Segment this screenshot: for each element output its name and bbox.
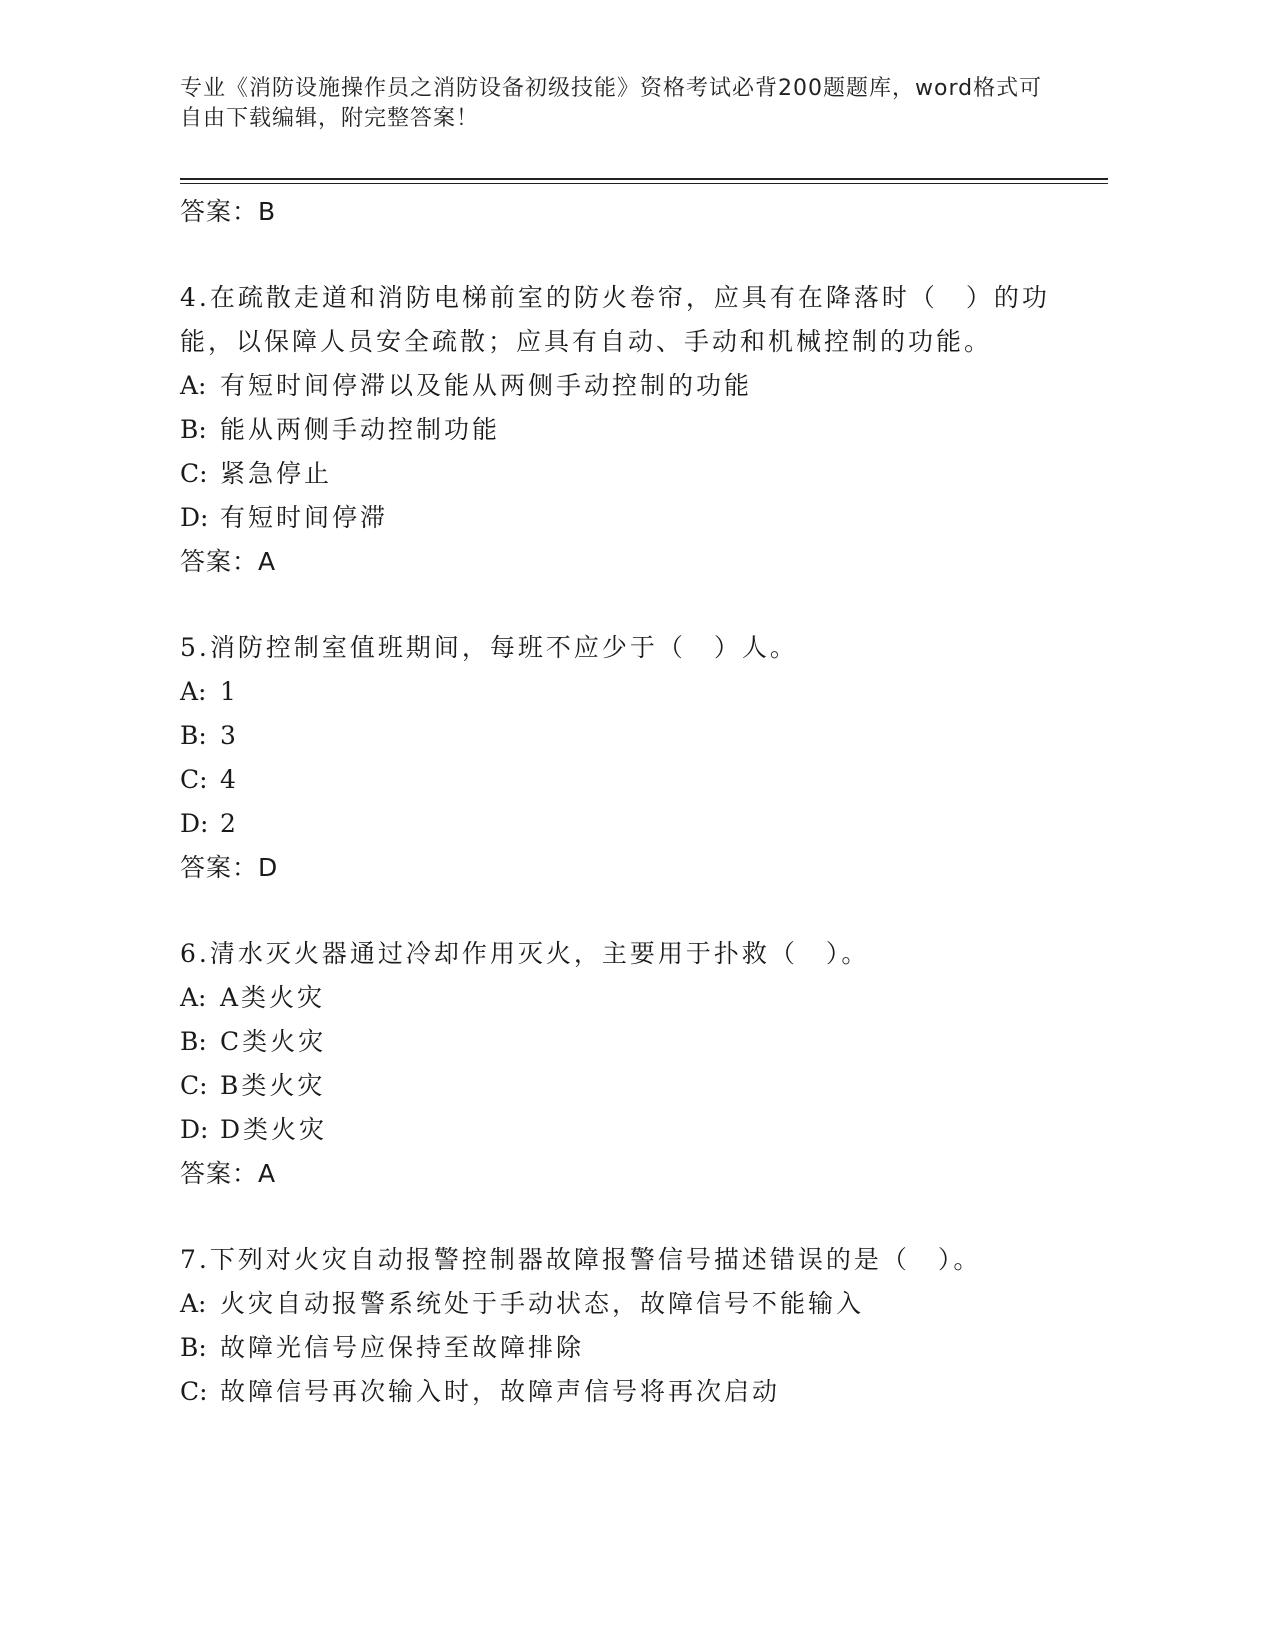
option-c [180,452,1060,496]
option-label: C: [180,459,208,488]
option-label: C: [180,1377,208,1406]
option-label: D: [180,1115,209,1144]
header-rule-thin [180,183,1108,184]
answer-line: 答案：B [180,197,277,226]
option-text: 1 [220,677,239,706]
option-c [180,1370,1060,1414]
option-text: 4 [220,765,239,794]
option-label: B: [180,721,207,750]
option-label: B: [180,1027,207,1056]
option-a [180,364,1060,408]
option-label: B: [180,415,207,444]
option-c [180,1064,1060,1108]
option-label: A: [180,1289,207,1318]
option-d [180,496,1060,540]
option-text: 有短时间停滞 [220,503,389,532]
question-6 [180,932,1060,1196]
question-text: 7.下列对火灾自动报警控制器故障报警信号描述错误的是（ ）。 [180,1245,982,1274]
option-label: A: [180,677,207,706]
option-b [180,714,1060,758]
option-a [180,1282,1060,1326]
option-text: D类火灾 [220,1115,328,1144]
question-7 [180,1238,1060,1414]
question-text: 6.清水灭火器通过冷却作用灭火，主要用于扑救（ ）。 [180,939,870,968]
option-b [180,1326,1060,1370]
option-text: 紧急停止 [220,459,333,488]
option-label: C: [180,1071,208,1100]
option-d [180,1108,1060,1152]
question-text: 5.消防控制室值班期间，每班不应少于（ ）人。 [180,633,798,662]
option-label: C: [180,765,208,794]
question-5 [180,626,1060,890]
option-a [180,670,1060,714]
option-a [180,976,1060,1020]
option-label: A: [180,371,207,400]
option-text: A类火灾 [220,983,326,1012]
option-text: 2 [220,809,239,838]
option-label: D: [180,809,209,838]
question-4 [180,276,1060,584]
option-label: B: [180,1333,207,1362]
header-rule-thick [180,178,1108,180]
option-label: A: [180,983,207,1012]
option-d [180,802,1060,846]
option-c [180,758,1060,802]
answer-line: 答案：A [180,547,277,576]
option-text: 故障信号再次输入时，故障声信号将再次启动 [220,1377,781,1406]
option-text: 火灾自动报警系统处于手动状态，故障信号不能输入 [220,1289,865,1318]
document-header: 专业《消防设施操作员之消防设备初级技能》资格考试必背200题题库，word格式可自由下载编辑，附完整答案！ [180,76,1043,131]
option-text: 有短时间停滞以及能从两侧手动控制的功能 [220,371,753,400]
option-b [180,1020,1060,1064]
answer-line: 答案：D [180,853,279,882]
option-text: 故障光信号应保持至故障排除 [220,1333,585,1362]
option-label: D: [180,503,209,532]
question-list [180,190,1060,1414]
option-text: B类火灾 [220,1071,326,1100]
answer-line: 答案：A [180,1159,277,1188]
option-text: C类火灾 [220,1027,327,1056]
option-text: 3 [220,721,239,750]
option-text: 能从两侧手动控制功能 [220,415,501,444]
question-text: 4.在疏散走道和消防电梯前室的防火卷帘，应具有在降落时（ ）的功能，以保障人员安全疏散；应具有自动、手动和机械控制的功能。 [180,283,1050,356]
option-b [180,408,1060,452]
